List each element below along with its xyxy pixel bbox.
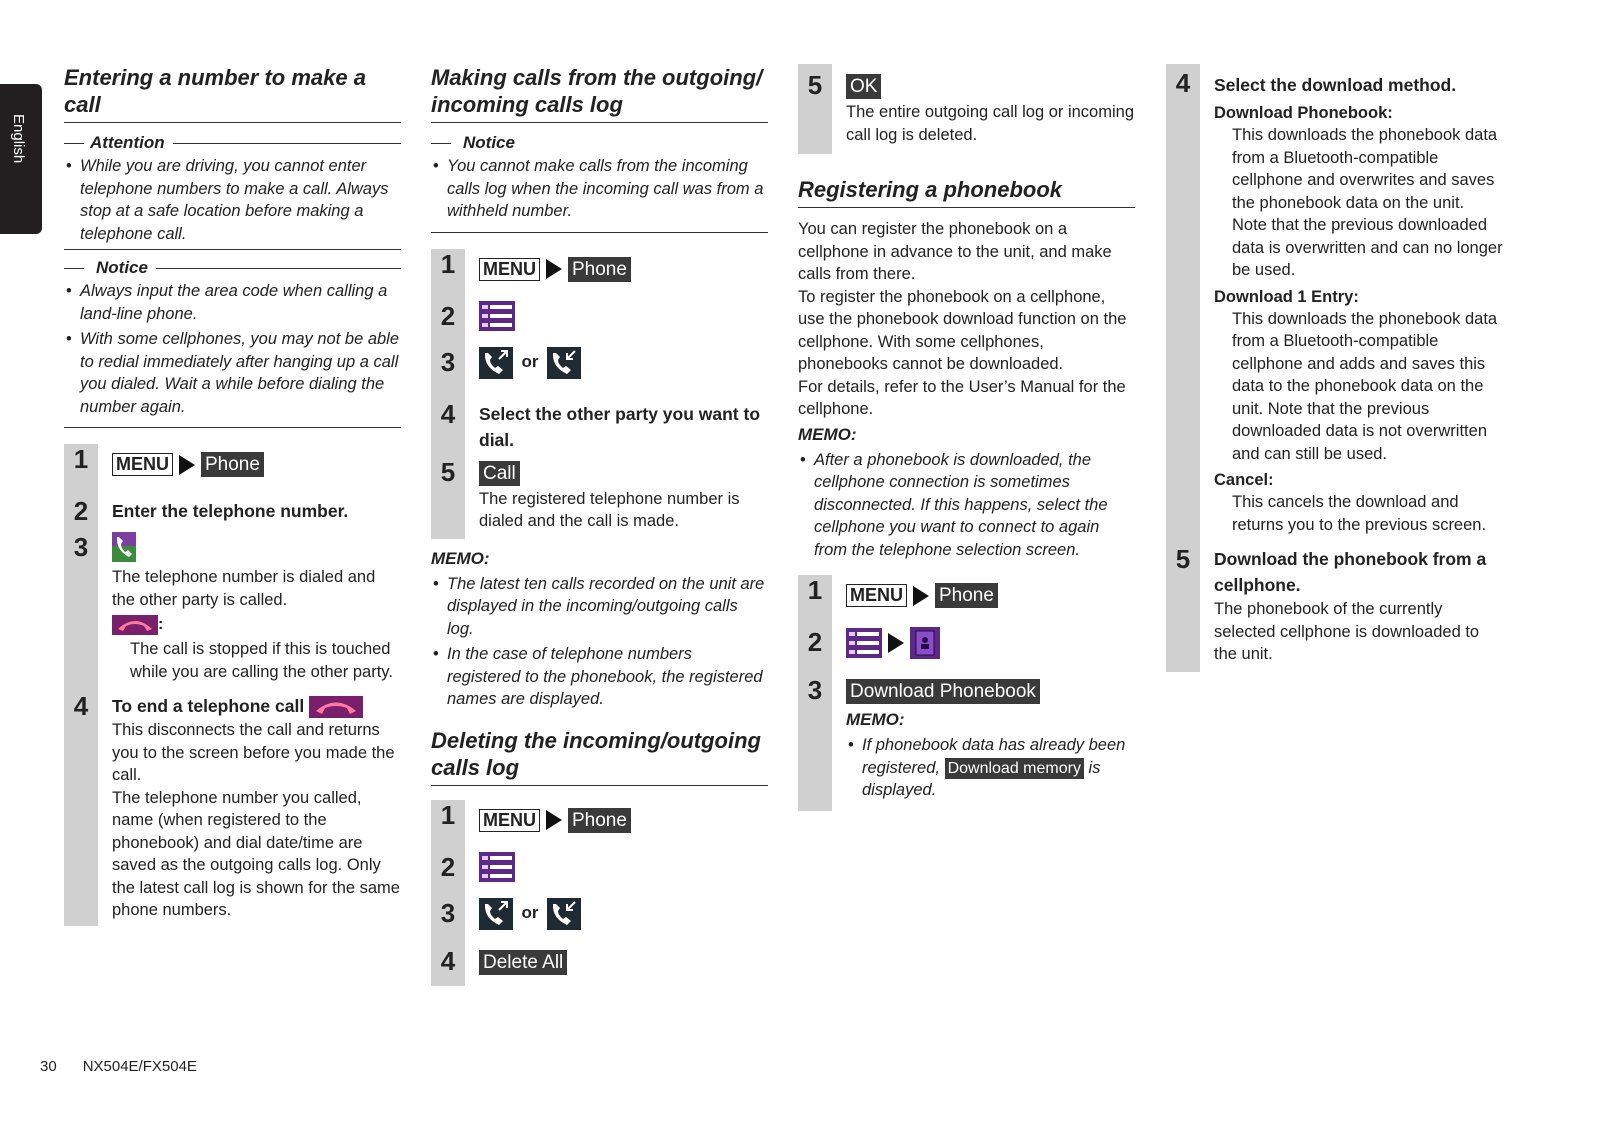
section-title: Registering a phonebook [798,176,1135,208]
attention-item: • While you are driving, you cannot enter telephone numbers to make a call. Always stop at a safe location before making a telephone call. [64,155,401,245]
column-2 [431,64,768,986]
language-tab [0,84,42,234]
outgoing-call-log-icon[interactable] [479,347,513,379]
section-title: Making calls from the outgoing/ incoming calls log [431,64,768,123]
step-1: 1 MENU Phone [431,800,768,852]
column-1 [64,64,401,926]
step-3: 3 or [431,347,768,395]
page-number: 30 [40,1058,57,1075]
phone-key[interactable]: Phone [935,583,998,608]
steps-list-2 [431,800,768,986]
memo-label: MEMO: [846,710,905,729]
memo-item: • In the case of telephone numbers registered to the phonebook, the registered names are displayed. [431,643,768,711]
download-phonebook-key[interactable]: Download Phonebook [846,679,1040,704]
column-3: 5 OK The entire outgoing call log or incoming call log is deleted. Registering a phonebook You can register the phonebook on a cellphone in advance to the unit, and make calls from there. To register the phonebook on a cellphone, use the phonebook download function on the cellphone. With some cellphones, phonebooks cannot be downloaded. For details, refer to the User’s Manual for the cellphone. MEMO: • After a phonebook is downloaded, the cellphone connection is sometimes disconnected. If this happens, select the cellphone you want to connect to again from the telephone selection screen. 1 MENU Phone 2 3 Download Phonebook MEMO: • If phonebook data has already been registered, Download memory is displayed. [798,64,1135,811]
outgoing-call-log-icon[interactable] [479,898,513,930]
steps-list [431,249,768,539]
step-4: 4 Select the download method. Download Phonebook: This downloads the phonebook data from a Bluetooth-compatible cellphone and overwrites and saves the phonebook data on the unit. Note that the previous downloaded data is overwritten and can no longer be used. Download 1 Entry: This downloads the phonebook data from a Bluetooth-compatible cellphone and adds and saves this data to the phonebook data on the unit. Note that the previous downloaded data is not overwritten and can still be used. Cancel: This cancels the download and returns you to the previous screen. [1175,68,1503,534]
end-call-icon[interactable] [309,696,363,718]
step-3: 3 Download Phonebook MEMO: • If phonebook data has already been registered, Download memory is displayed. [798,675,1135,811]
arrow-icon [179,455,195,475]
step-3: 3 The telephone number is dialed and the other party is called. : The call is stopped if this is touched while you are calling the other party. [73,532,393,681]
step-1: 1 MENU Phone [431,249,768,301]
incoming-call-log-icon[interactable] [547,898,581,930]
memo-item: • The latest ten calls recorded on the unit are displayed in the incoming/outgoing calls log. [431,573,768,641]
notice-item: • You cannot make calls from the incoming calls log when the incoming call was from a withheld number. [431,155,768,223]
arrow-icon [888,633,904,653]
steps-list-2 [798,575,1135,811]
step-4: 4 Delete All [431,946,768,986]
notice-item: • Always input the area code when calling a land-line phone. [64,280,401,325]
memo-label: MEMO: [798,424,857,444]
step-1: 1 MENU Phone [64,444,401,496]
language-tab-label: English [10,114,27,164]
section-title: Deleting the incoming/outgoing calls log [431,727,768,786]
steps-list [1166,64,1506,672]
phone-key[interactable]: Phone [568,808,631,833]
attention-header: Attention [64,133,401,153]
list-icon[interactable] [479,301,515,331]
steps-list [64,444,401,926]
arrow-icon [546,810,562,830]
phonebook-icon[interactable] [910,627,940,659]
incoming-call-log-icon[interactable] [547,347,581,379]
notice-header: Notice [64,258,401,278]
list-icon[interactable] [479,852,515,882]
step-4: 4 To end a telephone call This disconnects the call and returns you to the screen before you made the call. The telephone number you called, name (when registered to the phonebook) and dial date/time are saved as the outgoing calls log. Only the latest call log is shown for the same phone numbers. [73,691,400,919]
model-name: NX504E/FX504E [82,1058,197,1075]
step-5: 5 Download the phonebook from a cellphone. The phonebook of the currently selected cellphone is downloaded to the unit. [1175,544,1487,663]
notice-item: • With some cellphones, you may not be able to redial immediately after hanging up a call you dialed. Wait a while before dialing the number again. [64,328,401,418]
memo-label: MEMO: [431,548,490,568]
menu-key[interactable]: MENU [479,258,540,281]
step-3: 3 or [431,898,768,946]
download-memory-key: Download memory [945,758,1084,779]
arrow-icon [913,586,929,606]
delete-all-key[interactable]: Delete All [479,950,567,975]
phone-key[interactable]: Phone [568,257,631,282]
step-4: 4 Select the other party you want to dial. [440,398,761,450]
step-5: 5 Call The registered telephone number is dialed and the call is made. [440,456,740,530]
arrow-icon [546,259,562,279]
call-key[interactable]: Call [479,461,520,486]
memo-item: • After a phonebook is downloaded, the cellphone connection is sometimes disconnected. If this happens, select the cellphone you want to connect to again from the telephone selection screen. [798,449,1135,562]
ok-key[interactable]: OK [846,74,881,99]
menu-key[interactable]: MENU [479,809,540,832]
memo-item: • If phonebook data has already been registered, Download memory is displayed. [846,734,1135,802]
section-title: Entering a number to make a call [64,64,401,123]
step-2: 2 [431,852,768,898]
phone-key[interactable]: Phone [201,452,264,477]
step-2: 2 [798,627,1135,675]
steps-list [798,64,1135,154]
column-4 [1166,64,1506,672]
notice-header: Notice [431,133,768,153]
menu-key[interactable]: MENU [846,584,907,607]
menu-key[interactable]: MENU [112,453,173,476]
page-footer [40,1058,223,1075]
list-icon[interactable] [846,628,882,658]
step-5: 5 OK The entire outgoing call log or incoming call log is deleted. [807,70,1135,144]
step-2: 2 [431,301,768,347]
call-icon[interactable] [112,532,136,562]
step-2: 2 Enter the telephone number. [73,496,349,526]
step-1: 1 MENU Phone [798,575,1135,627]
hang-up-icon[interactable] [112,615,158,635]
